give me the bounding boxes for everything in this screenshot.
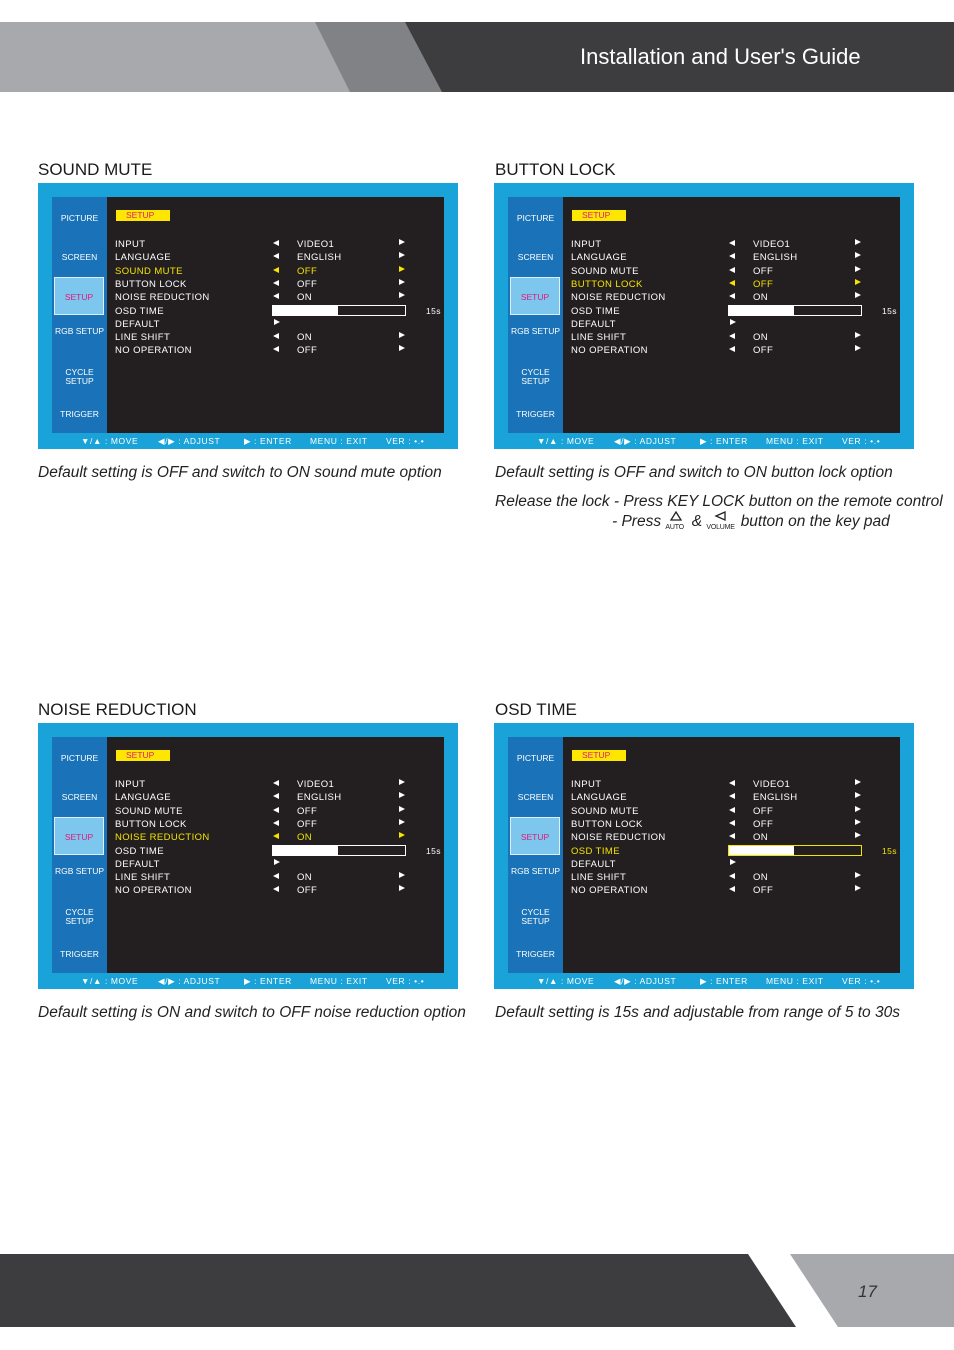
section-title-sound-mute: SOUND MUTE	[38, 160, 153, 179]
right-arrow-icon[interactable]	[855, 292, 861, 298]
side-item-cycle-setup[interactable]: CYCLE SETUP	[521, 367, 550, 386]
menu-row-label: DEFAULT	[115, 858, 160, 870]
menu-row-value: OFF	[753, 885, 774, 897]
right-arrow-icon[interactable]	[399, 292, 405, 298]
release-lock-line2	[612, 513, 890, 531]
menu-row-label: OSD TIME	[571, 845, 620, 857]
menu-row-label: LINE SHIFT	[115, 872, 171, 884]
status-hint-enter: ▶ : ENTER	[244, 976, 292, 986]
row-noise-reduction[interactable]	[571, 292, 891, 305]
row-default[interactable]	[571, 319, 891, 332]
side-item-rgb-setup[interactable]: RGB SETUP	[54, 866, 105, 876]
row-button-lock[interactable]	[115, 279, 435, 292]
status-hint-enter: ▶ : ENTER	[700, 436, 748, 446]
side-item-rgb-setup[interactable]: RGB SETUP	[510, 326, 561, 336]
row-button-lock[interactable]	[571, 279, 891, 292]
side-item-picture[interactable]: PICTURE	[60, 213, 99, 223]
status-hint-exit: MENU : EXIT	[310, 436, 368, 446]
row-no-operation[interactable]	[115, 885, 435, 898]
enter-arrow-icon[interactable]	[274, 859, 280, 865]
row-language[interactable]	[115, 792, 435, 805]
menu-row-label: OSD TIME	[115, 845, 164, 857]
row-no-operation[interactable]	[115, 345, 435, 358]
menu-row-label: DEFAULT	[571, 318, 616, 330]
osd-time-seconds: 15s	[882, 305, 897, 316]
menu-row-label: DEFAULT	[115, 318, 160, 330]
left-arrow-icon[interactable]	[729, 886, 735, 892]
status-hint-move: ▼/▲ : MOVE	[537, 436, 595, 446]
menu-row-value: VIDEO1	[753, 779, 791, 790]
caption-osd-time: Default setting is 15s and adjustable from range of 5 to 30s	[495, 1004, 900, 1021]
osd-time-seconds: 15s	[426, 845, 441, 856]
left-arrow-icon[interactable]	[273, 293, 279, 299]
side-item-screen[interactable]: SCREEN	[517, 792, 554, 802]
row-language[interactable]	[571, 792, 891, 805]
osd-status-bar	[508, 976, 900, 987]
side-item-picture[interactable]: PICTURE	[516, 753, 555, 763]
side-item-label: SETUP	[64, 292, 94, 302]
row-sound-mute[interactable]	[115, 806, 435, 819]
osd-time-seconds: 15s	[882, 845, 897, 856]
status-hint-adjust: ◀/▶ : ADJUST	[614, 436, 677, 446]
osd-menu-panel	[52, 197, 444, 433]
menu-row-label: INPUT	[571, 239, 602, 250]
menu-row-label: LINE SHIFT	[571, 872, 627, 884]
row-no-operation[interactable]	[571, 345, 891, 358]
menu-row-value: ENGLISH	[297, 792, 342, 804]
left-arrow-icon[interactable]	[729, 780, 735, 786]
menu-row-value: ENGLISH	[753, 252, 798, 264]
left-arrow-icon[interactable]	[729, 346, 735, 352]
right-arrow-icon[interactable]	[399, 252, 405, 258]
side-item-label: SETUP	[520, 292, 550, 302]
right-arrow-icon[interactable]	[399, 792, 405, 798]
menu-row-label: BUTTON LOCK	[571, 278, 643, 290]
row-osd-time[interactable]	[115, 845, 441, 859]
menu-row-label: SOUND MUTE	[571, 805, 639, 817]
menu-row-value: OFF	[753, 345, 774, 357]
row-noise-reduction[interactable]	[571, 832, 891, 845]
osd-sidebar	[52, 737, 107, 973]
right-arrow-icon[interactable]	[399, 279, 405, 285]
osd-status-bar	[508, 436, 900, 447]
right-arrow-icon[interactable]	[399, 345, 405, 351]
status-hint-adjust: ◀/▶ : ADJUST	[614, 976, 677, 986]
menu-row-label: OSD TIME	[571, 305, 620, 317]
status-hint-exit: MENU : EXIT	[766, 976, 824, 986]
menu-row-value: ENGLISH	[753, 792, 798, 804]
left-arrow-icon[interactable]	[729, 240, 735, 246]
menu-row-label: SOUND MUTE	[115, 265, 183, 277]
osd-status-bar	[52, 976, 444, 987]
menu-row-label: LANGUAGE	[571, 792, 627, 804]
section-title-osd-time: OSD TIME	[495, 700, 577, 719]
auto-icon-label: AUTO	[665, 524, 684, 531]
release-keypad-text: button on the key pad	[740, 513, 890, 530]
right-arrow-icon[interactable]	[855, 279, 861, 285]
menu-row-label: INPUT	[571, 779, 602, 790]
right-arrow-icon[interactable]	[855, 266, 861, 272]
row-input[interactable]	[115, 779, 435, 792]
left-arrow-icon[interactable]	[729, 833, 735, 839]
osd-sidebar	[52, 197, 107, 433]
left-arrow-icon[interactable]	[273, 780, 279, 786]
osd-menu-panel	[508, 737, 900, 973]
status-hint-move: ▼/▲ : MOVE	[537, 976, 595, 986]
right-arrow-icon[interactable]	[855, 239, 861, 245]
left-arrow-icon[interactable]	[273, 886, 279, 892]
caption-noise-reduction: Default setting is ON and switch to OFF noise reduction option	[38, 1004, 466, 1021]
menu-row-label: NOISE REDUCTION	[571, 292, 666, 304]
osd-menu-panel	[508, 197, 900, 433]
osd-screen-button-lock	[494, 183, 914, 449]
menu-row-value: OFF	[753, 818, 774, 830]
menu-row-label: NOISE REDUCTION	[115, 292, 210, 304]
section-title-button-lock: BUTTON LOCK	[495, 160, 616, 179]
osd-menu-panel	[52, 737, 444, 973]
menu-row-value: OFF	[753, 265, 774, 277]
row-noise-reduction[interactable]	[115, 292, 435, 305]
menu-row-value: VIDEO1	[297, 239, 335, 250]
left-arrow-icon[interactable]	[729, 267, 735, 273]
menu-row-label: NOISE REDUCTION	[571, 832, 666, 844]
side-item-trigger[interactable]: TRIGGER	[516, 409, 555, 419]
right-arrow-icon[interactable]	[399, 832, 405, 838]
side-item-setup[interactable]	[54, 277, 104, 315]
menu-row-value: ON	[297, 832, 313, 844]
release-press-text: - Press	[612, 513, 662, 530]
row-no-operation[interactable]	[571, 885, 891, 898]
setup-title-tag: SETUP	[572, 210, 626, 221]
left-arrow-icon[interactable]	[273, 833, 279, 839]
status-hint-ver: VER : •.•	[842, 976, 881, 986]
menu-row-label: NO OPERATION	[115, 885, 192, 897]
section-title-noise-reduction: NOISE REDUCTION	[38, 700, 197, 719]
menu-row-value: OFF	[297, 818, 318, 830]
setup-title-tag: SETUP	[572, 750, 626, 761]
menu-row-label: SOUND MUTE	[571, 265, 639, 277]
osd-time-bar[interactable]	[728, 305, 862, 316]
row-noise-reduction[interactable]	[115, 832, 435, 845]
side-item-screen[interactable]: SCREEN	[517, 252, 554, 262]
side-item-label: SETUP	[520, 832, 550, 842]
row-default[interactable]	[115, 859, 435, 872]
status-hint-ver: VER : •.•	[386, 436, 425, 446]
osd-sidebar	[508, 737, 563, 973]
side-item-rgb-setup[interactable]: RGB SETUP	[54, 326, 105, 336]
right-arrow-icon[interactable]	[399, 332, 405, 338]
menu-row-label: NOISE REDUCTION	[115, 832, 210, 844]
left-arrow-icon[interactable]	[273, 793, 279, 799]
row-language[interactable]	[571, 252, 891, 265]
row-button-lock[interactable]	[115, 819, 435, 832]
menu-row-value: OFF	[297, 265, 318, 277]
left-arrow-icon[interactable]	[729, 873, 735, 879]
side-item-label: SETUP	[64, 832, 94, 842]
menu-row-label: NO OPERATION	[115, 345, 192, 357]
row-language[interactable]	[115, 252, 435, 265]
osd-time-bar[interactable]	[272, 305, 406, 316]
left-arrow-icon[interactable]	[729, 333, 735, 339]
side-item-trigger[interactable]: TRIGGER	[516, 949, 555, 959]
status-hint-ver: VER : •.•	[386, 976, 425, 986]
status-hint-exit: MENU : EXIT	[310, 976, 368, 986]
menu-row-label: LINE SHIFT	[115, 332, 171, 344]
status-hint-ver: VER : •.•	[842, 436, 881, 446]
left-arrow-icon[interactable]	[273, 267, 279, 273]
left-arrow-icon[interactable]	[729, 807, 735, 813]
row-default[interactable]	[115, 319, 435, 332]
menu-row-label: OSD TIME	[115, 305, 164, 317]
auto-up-icon	[665, 513, 687, 529]
left-arrow-icon[interactable]	[729, 793, 735, 799]
right-arrow-icon[interactable]	[399, 885, 405, 891]
page-header-title: Installation and User's Guide	[580, 44, 861, 69]
side-item-cycle-setup[interactable]: CYCLE SETUP	[521, 907, 550, 926]
release-lock-line1: Release the lock - Press KEY LOCK button on the remote control	[495, 493, 943, 510]
menu-row-label: LANGUAGE	[571, 252, 627, 264]
menu-row-value: ON	[297, 292, 313, 304]
menu-row-label: BUTTON LOCK	[115, 278, 187, 290]
osd-screen-sound-mute	[38, 183, 458, 449]
osd-time-bar-fill	[729, 306, 794, 315]
menu-row-value: OFF	[297, 278, 318, 290]
left-arrow-icon[interactable]	[273, 807, 279, 813]
enter-arrow-icon[interactable]	[730, 859, 736, 865]
right-arrow-icon[interactable]	[855, 345, 861, 351]
menu-row-value: ON	[753, 832, 769, 844]
menu-row-value: ON	[753, 292, 769, 304]
volume-icon-label: VOLUME	[706, 524, 735, 531]
release-and-text: &	[691, 513, 703, 530]
side-item-setup[interactable]	[510, 817, 560, 855]
row-line-shift[interactable]	[115, 872, 435, 885]
row-line-shift[interactable]	[571, 872, 891, 885]
right-arrow-icon[interactable]	[855, 806, 861, 812]
side-item-picture[interactable]: PICTURE	[516, 213, 555, 223]
setup-title-tag: SETUP	[116, 210, 170, 221]
row-osd-time[interactable]	[571, 845, 897, 859]
menu-row-label: NO OPERATION	[571, 345, 648, 357]
status-hint-adjust: ◀/▶ : ADJUST	[158, 976, 221, 986]
row-line-shift[interactable]	[115, 332, 435, 345]
row-sound-mute[interactable]	[571, 806, 891, 819]
right-arrow-icon[interactable]	[399, 779, 405, 785]
left-arrow-icon[interactable]	[273, 820, 279, 826]
right-arrow-icon[interactable]	[399, 872, 405, 878]
left-arrow-icon[interactable]	[729, 820, 735, 826]
right-arrow-icon[interactable]	[399, 239, 405, 245]
osd-screen-osd-time	[494, 723, 914, 989]
menu-row-value: OFF	[297, 345, 318, 357]
row-input[interactable]	[571, 239, 891, 252]
menu-row-value: OFF	[297, 885, 318, 897]
menu-row-label: DEFAULT	[571, 858, 616, 870]
right-arrow-icon[interactable]	[399, 806, 405, 812]
row-default[interactable]	[571, 859, 891, 872]
left-arrow-icon[interactable]	[729, 280, 735, 286]
menu-row-value: VIDEO1	[297, 779, 335, 790]
status-hint-enter: ▶ : ENTER	[244, 436, 292, 446]
row-osd-time[interactable]	[571, 305, 897, 319]
row-input[interactable]	[115, 239, 435, 252]
side-item-trigger[interactable]: TRIGGER	[60, 409, 99, 419]
menu-row-label: INPUT	[115, 779, 146, 790]
page-number: 17	[858, 1282, 877, 1301]
side-item-trigger[interactable]: TRIGGER	[60, 949, 99, 959]
menu-row-value: OFF	[297, 805, 318, 817]
volume-left-icon	[706, 513, 736, 529]
menu-row-label: LANGUAGE	[115, 252, 171, 264]
menu-row-label: LINE SHIFT	[571, 332, 627, 344]
side-item-setup[interactable]	[54, 817, 104, 855]
row-osd-time[interactable]	[115, 305, 441, 319]
right-arrow-icon[interactable]	[855, 819, 861, 825]
right-arrow-icon[interactable]	[855, 832, 861, 838]
osd-time-bar[interactable]	[728, 845, 862, 856]
osd-screen-noise-reduction	[38, 723, 458, 989]
side-item-cycle-setup[interactable]: CYCLE SETUP	[65, 367, 94, 386]
osd-time-bar[interactable]	[272, 845, 406, 856]
left-arrow-icon[interactable]	[273, 280, 279, 286]
right-arrow-icon[interactable]	[855, 885, 861, 891]
menu-row-label: BUTTON LOCK	[571, 818, 643, 830]
row-input[interactable]	[571, 779, 891, 792]
menu-row-value: ENGLISH	[297, 252, 342, 264]
left-arrow-icon[interactable]	[273, 333, 279, 339]
menu-row-value: ON	[753, 332, 769, 344]
right-arrow-icon[interactable]	[399, 819, 405, 825]
row-sound-mute[interactable]	[571, 266, 891, 279]
side-item-rgb-setup[interactable]: RGB SETUP	[510, 866, 561, 876]
left-arrow-icon[interactable]	[273, 253, 279, 259]
osd-time-seconds: 15s	[426, 305, 441, 316]
menu-row-label: SOUND MUTE	[115, 805, 183, 817]
left-arrow-icon[interactable]	[729, 293, 735, 299]
osd-sidebar	[508, 197, 563, 433]
row-line-shift[interactable]	[571, 332, 891, 345]
right-arrow-icon[interactable]	[855, 872, 861, 878]
menu-row-value: ON	[297, 872, 313, 884]
status-hint-move: ▼/▲ : MOVE	[81, 976, 139, 986]
side-item-screen[interactable]: SCREEN	[61, 252, 98, 262]
right-arrow-icon[interactable]	[855, 779, 861, 785]
menu-row-label: BUTTON LOCK	[115, 818, 187, 830]
status-hint-move: ▼/▲ : MOVE	[81, 436, 139, 446]
left-arrow-icon[interactable]	[273, 240, 279, 246]
caption-button-lock: Default setting is OFF and switch to ON button lock option	[495, 464, 893, 481]
menu-row-value: ON	[297, 332, 313, 344]
menu-row-value: VIDEO1	[753, 239, 791, 250]
osd-status-bar	[52, 436, 444, 447]
enter-arrow-icon[interactable]	[730, 319, 736, 325]
right-arrow-icon[interactable]	[399, 266, 405, 272]
side-item-setup[interactable]	[510, 277, 560, 315]
status-hint-exit: MENU : EXIT	[766, 436, 824, 446]
menu-row-label: INPUT	[115, 239, 146, 250]
menu-row-value: ON	[753, 872, 769, 884]
left-arrow-icon[interactable]	[273, 873, 279, 879]
right-arrow-icon[interactable]	[855, 332, 861, 338]
osd-time-bar-fill	[729, 846, 794, 855]
left-arrow-icon[interactable]	[729, 253, 735, 259]
left-arrow-icon[interactable]	[273, 346, 279, 352]
setup-title-tag: SETUP	[116, 750, 170, 761]
status-hint-adjust: ◀/▶ : ADJUST	[158, 436, 221, 446]
caption-sound-mute: Default setting is OFF and switch to ON sound mute option	[38, 464, 442, 481]
menu-row-label: NO OPERATION	[571, 885, 648, 897]
row-sound-mute[interactable]	[115, 266, 435, 279]
osd-time-bar-fill	[273, 846, 338, 855]
row-button-lock[interactable]	[571, 819, 891, 832]
osd-time-bar-fill	[273, 306, 338, 315]
enter-arrow-icon[interactable]	[274, 319, 280, 325]
menu-row-value: OFF	[753, 278, 774, 290]
side-item-cycle-setup[interactable]: CYCLE SETUP	[65, 907, 94, 926]
footer-band	[0, 1254, 954, 1327]
side-item-picture[interactable]: PICTURE	[60, 753, 99, 763]
right-arrow-icon[interactable]	[855, 252, 861, 258]
side-item-screen[interactable]: SCREEN	[61, 792, 98, 802]
status-hint-enter: ▶ : ENTER	[700, 976, 748, 986]
menu-row-label: LANGUAGE	[115, 792, 171, 804]
right-arrow-icon[interactable]	[855, 792, 861, 798]
menu-row-value: OFF	[753, 805, 774, 817]
